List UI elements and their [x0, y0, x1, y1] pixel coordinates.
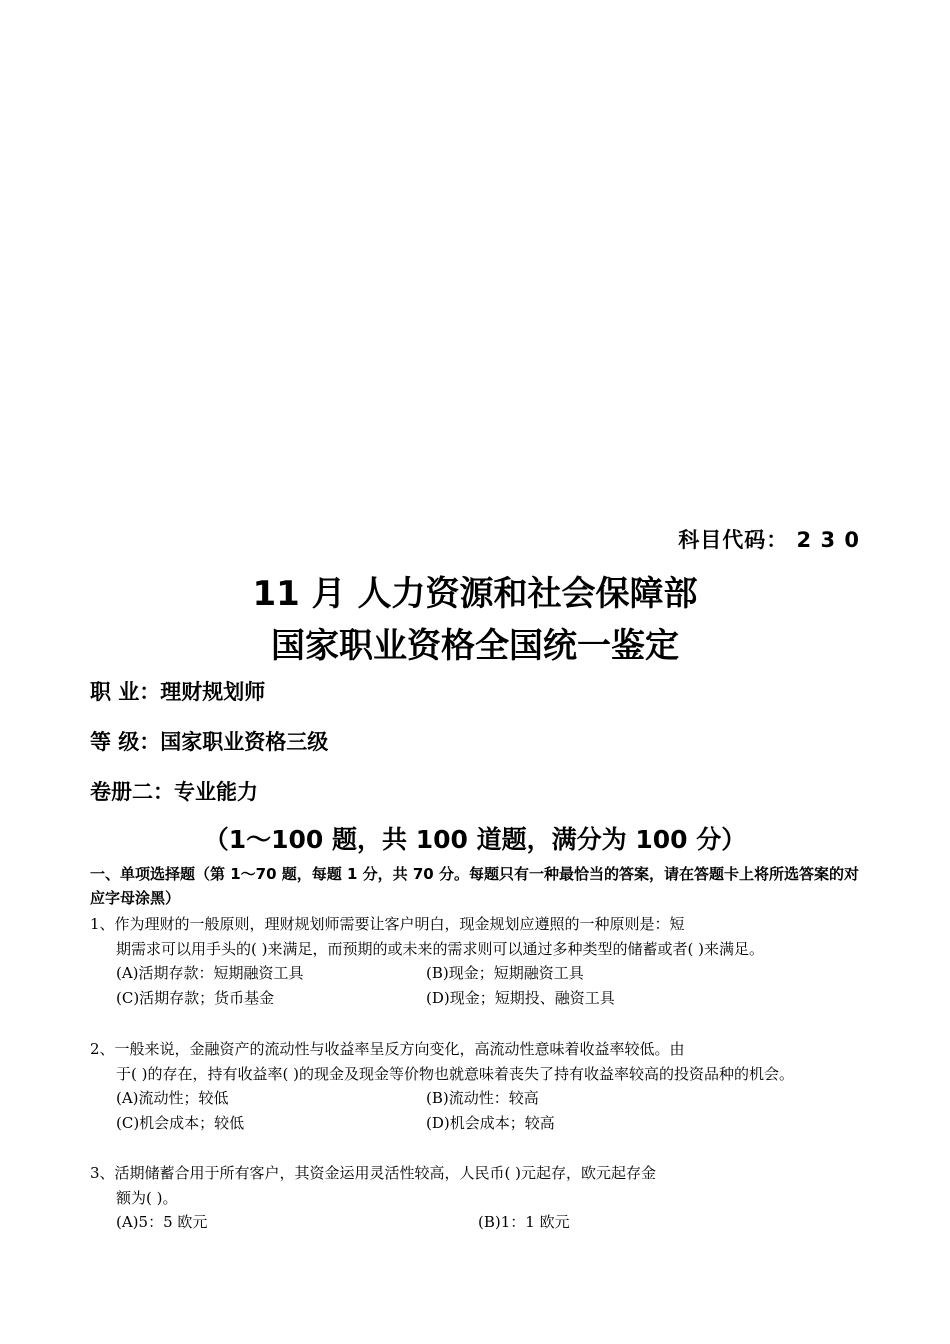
exam-subtitle: 国家职业资格全国统一鉴定: [271, 626, 679, 666]
question-stem: 3、活期储蓄合用于所有客户，其资金运用灵活性较高，人民币( )元起存，欧元起存金: [90, 1164, 657, 1182]
question-stem-continued: 额为( )。: [116, 1188, 178, 1207]
question-stem-continued: 期需求可以用手头的( )来满足，而预期的或未来的需求则可以通过多种类型的储蓄或者( )来满足。: [116, 939, 764, 958]
option-a: (A)流动性；较低: [116, 1089, 229, 1107]
subject-code: 科目代码： 2 3 0: [678, 528, 860, 552]
option-b: (B)流动性：较高: [426, 1089, 539, 1107]
question-stem-continued: 于( )的存在，持有收益率( )的现金及现金等价物也就意味着丧失了持有收益率较高的投资品种的机会。: [116, 1064, 794, 1083]
level-line: 等 级：国家职业资格三级: [90, 730, 329, 754]
volume-line: 卷册二：专业能力: [90, 780, 258, 804]
option-b: (B)1：1 欧元: [478, 1213, 570, 1231]
option-d: (D)现金；短期投、融资工具: [426, 988, 615, 1007]
question-3: [90, 1161, 862, 1235]
option-c: (C)机会成本；较低: [116, 1113, 245, 1132]
exam-title: 11 月 人力资源和社会保障部: [252, 574, 698, 614]
question-1: [90, 912, 862, 1010]
option-a: (A)5：5 欧元: [116, 1213, 208, 1231]
option-d: (D)机会成本；较高: [426, 1113, 555, 1132]
option-c: (C)活期存款；货币基金: [116, 988, 275, 1007]
question-2: [90, 1037, 862, 1135]
section-heading: 一、单项选择题（第 1～70 题，每题 1 分，共 70 分。每题只有一种最恰当的答案，请在答题卡上将所选答案的对应字母涂黑）: [90, 865, 859, 907]
options: [90, 1210, 862, 1235]
options: [90, 1086, 862, 1135]
option-a: (A)活期存款：短期融资工具: [116, 964, 304, 982]
occupation-line: 职 业：理财规划师: [90, 680, 266, 704]
question-stem: 1、作为理财的一般原则，理财规划师需要让客户明白，现金规划应遵照的一种原则是：短: [90, 915, 685, 933]
question-range: （1～100 题，共 100 道题，满分为 100 分）: [203, 825, 747, 854]
options: [90, 961, 862, 1010]
question-stem: 2、一般来说，金融资产的流动性与收益率呈反方向变化，高流动性意味着收益率较低。由: [90, 1040, 685, 1058]
option-b: (B)现金；短期融资工具: [426, 964, 584, 982]
